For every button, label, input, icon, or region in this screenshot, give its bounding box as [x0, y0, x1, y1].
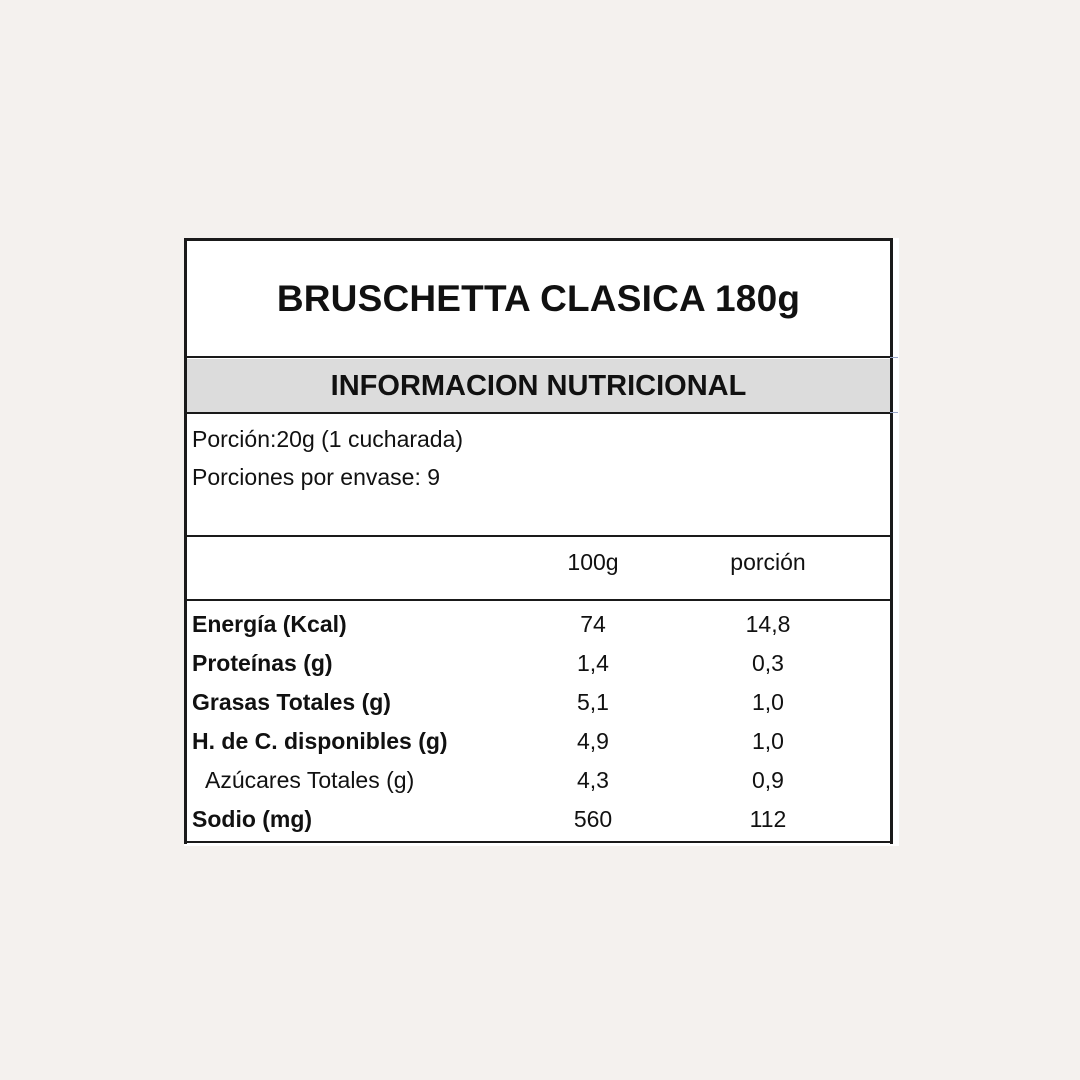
column-header-100g: 100g — [567, 549, 619, 575]
servings-per-container: Porciones por envase: 9 — [192, 464, 441, 490]
table-row — [184, 806, 893, 845]
product-title: BRUSCHETTA CLASICA 180g — [276, 278, 801, 319]
row-value-100g: 560 — [573, 806, 613, 832]
row-name: Sodio (mg) — [192, 806, 313, 832]
serving-size: Porción:20g (1 cucharada) — [192, 426, 464, 452]
row-value-100g: 4,3 — [577, 767, 609, 793]
row-name: Energía (Kcal) — [192, 611, 347, 637]
row-name: Proteínas (g) — [192, 650, 333, 676]
row-value-100g: 74 — [580, 611, 606, 637]
row-value-100g: 1,4 — [577, 650, 609, 676]
row-value-serving: 1,0 — [752, 728, 784, 754]
row-value-serving: 0,9 — [752, 767, 784, 793]
section-title: INFORMACION NUTRICIONAL — [187, 359, 890, 413]
row-name: H. de C. disponibles (g) — [192, 728, 448, 754]
divider-header — [184, 599, 893, 601]
row-value-serving: 14,8 — [745, 611, 791, 637]
row-name: Azúcares Totales (g) — [205, 767, 415, 793]
row-value-100g: 4,9 — [577, 728, 609, 754]
divider-servings — [184, 535, 893, 537]
nutrition-label — [184, 238, 899, 846]
table-row — [184, 689, 893, 728]
row-name: Grasas Totales (g) — [192, 689, 391, 715]
row-value-serving: 112 — [749, 806, 787, 832]
table-row — [184, 611, 893, 650]
row-value-100g: 5,1 — [577, 689, 609, 715]
row-value-serving: 1,0 — [752, 689, 784, 715]
row-value-serving: 0,3 — [752, 650, 784, 676]
table-row — [184, 767, 893, 806]
column-header-serving: porción — [730, 549, 806, 575]
divider-title — [184, 356, 893, 358]
divider-section — [184, 412, 893, 414]
table-row — [184, 650, 893, 689]
table-row — [184, 728, 893, 767]
cell-edge-mark — [890, 357, 898, 358]
divider-bottom — [184, 841, 893, 843]
cell-edge-mark — [890, 412, 898, 413]
